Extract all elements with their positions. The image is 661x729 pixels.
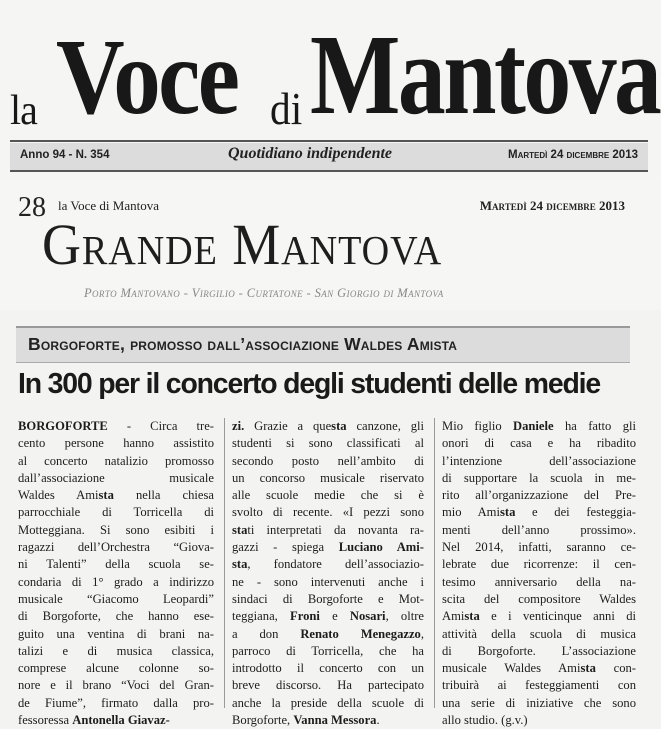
article-line: cento persone hanno assistito <box>18 436 214 451</box>
title-mantova: Mantova <box>310 11 660 138</box>
title-voce: Voce <box>56 18 238 137</box>
article-line: stati interpretati da novanta ra- <box>232 522 424 537</box>
article-line: una serie di iniziative che sono <box>442 695 636 710</box>
article-line: talizi e di musica classica, <box>18 643 214 658</box>
article-line: guito una ventina di brani na- <box>18 626 214 641</box>
article-line: de Fiume”, firmato dalla pro- <box>18 695 214 710</box>
article-line: ragazzi dell’Orchestra “Giova- <box>18 540 214 555</box>
article-line: di supportare la scuola in me- <box>442 470 636 485</box>
article-line: gazzi - spiega Luciano Ami- <box>232 540 424 555</box>
article-line: di Borgoforte. L’associazione <box>442 643 636 658</box>
article-line: tribuirà ai festeggiamenti con <box>442 678 636 693</box>
article-line: rito all’organizzazione del Pre- <box>442 488 636 503</box>
article-column-3 <box>442 418 636 729</box>
title-la: la <box>10 88 37 134</box>
article-line: a don Renato Menegazzo, <box>232 626 424 641</box>
newspaper-masthead <box>0 0 661 178</box>
kicker-box <box>16 326 630 363</box>
page-date: Martedì 24 dicembre 2013 <box>479 198 625 213</box>
title-di: di <box>270 83 303 134</box>
article-headline: In 300 per il concerto degli studenti delle medie <box>18 368 600 400</box>
article-line: mio Amista e dei festeggia- <box>442 505 637 520</box>
article-line: scita del compositore Waldes <box>442 591 636 606</box>
article-line: menti dell’anno prossimo». <box>442 522 636 537</box>
masthead-rule <box>10 140 648 142</box>
section-header <box>0 178 661 310</box>
section-subtitle: Porto Mantovano - Virgilio - Curtatone - San Giorgio di Mantova <box>84 286 444 300</box>
column-divider <box>434 418 435 708</box>
article-line: allo studio. (g.v.) <box>442 713 528 728</box>
article-line: al concerto natalizio promosso <box>18 453 214 468</box>
article-line: ne - sono intervenuti anche i <box>232 574 424 589</box>
article-line: alle scuole medie che si è <box>232 488 424 503</box>
article-line: lebrate due ricorrenze: il cen- <box>442 557 636 572</box>
article-line: attività della scuola di musica <box>442 626 636 641</box>
section-title: Grande Mantova <box>42 212 443 277</box>
article-line: Nel 2014, infatti, saranno ce- <box>442 540 636 555</box>
masthead-date: Martedì 24 dicembre 2013 <box>508 149 638 161</box>
masthead-tagline: Quotidiano indipendente <box>228 145 393 162</box>
article-column-1 <box>18 418 214 729</box>
article-line: studenti si sono classificati al <box>232 436 424 451</box>
article-line: comprese alcune colonne so- <box>18 661 214 676</box>
article-line: svolto di recente. «I pezzi sono <box>232 505 424 520</box>
article-line: Waldes Amista nella chiesa <box>18 488 214 503</box>
article-line: parroco di Torricella, che ha <box>232 643 424 658</box>
article-line: introdotto il concerto con un <box>232 661 424 676</box>
masthead-info-bar <box>10 143 648 172</box>
article-line: BORGOFORTE - Circa tre- <box>18 419 214 433</box>
article-column-2 <box>232 418 424 729</box>
page-number: 28 <box>18 192 46 223</box>
article-line: Amista e i venticinque anni di <box>442 609 636 624</box>
article-line: musicale “Giacomo Leopardi” <box>18 591 214 606</box>
page-paper-name: la Voce di Mantova <box>58 198 159 213</box>
article-line: di Borgoforte, che hanno ese- <box>18 609 214 624</box>
article-line: Borgoforte, Vanna Messora. <box>232 713 380 728</box>
newspaper-title <box>8 10 660 138</box>
article-line: Mio figlio Daniele ha fatto gli <box>442 419 636 433</box>
article-line: fessoressa Antonella Giavaz- <box>18 713 170 728</box>
article-line: nore e il brano “Voci del Gran- <box>18 678 214 693</box>
column-divider <box>224 418 225 708</box>
article-line: secondo posto nell’ambito di <box>232 453 424 468</box>
article-line: Motteggiana. Si sono esibiti i <box>18 522 214 537</box>
article-line: onori di casa e ha ribadito <box>442 436 636 451</box>
article-line: anche la preside della scuole di <box>232 695 424 710</box>
article-line: breve discorso. Ha partecipato <box>232 678 424 693</box>
article-line: sindaci di Borgoforte e Mot- <box>232 591 424 606</box>
article-line: musicale Waldes Amista con- <box>442 661 636 676</box>
article-line: ni Talenti” della scuola se- <box>18 557 214 572</box>
article-line: un concorso musicale riservato <box>232 470 424 485</box>
article-line: parrocchiale di Torricella di <box>18 505 214 520</box>
article-kicker: Borgoforte, promosso dall’associazione Waldes Amista <box>28 334 458 354</box>
article-line: sta, fondatore dell’associazio- <box>232 557 424 572</box>
article-line: condaria di 1° grado a indirizzo <box>18 574 214 589</box>
article-line: zi. Grazie a questa canzone, gli <box>232 419 424 433</box>
article <box>0 310 661 728</box>
article-line: dall’associazione musicale <box>18 470 214 485</box>
article-line: tesimo anniversario della na- <box>442 574 636 589</box>
article-line: teggiana, Froni e Nosari, oltre <box>232 609 424 624</box>
issue-number: Anno 94 - N. 354 <box>20 149 110 161</box>
article-line: l’intenzione dell’associazione <box>442 453 636 468</box>
